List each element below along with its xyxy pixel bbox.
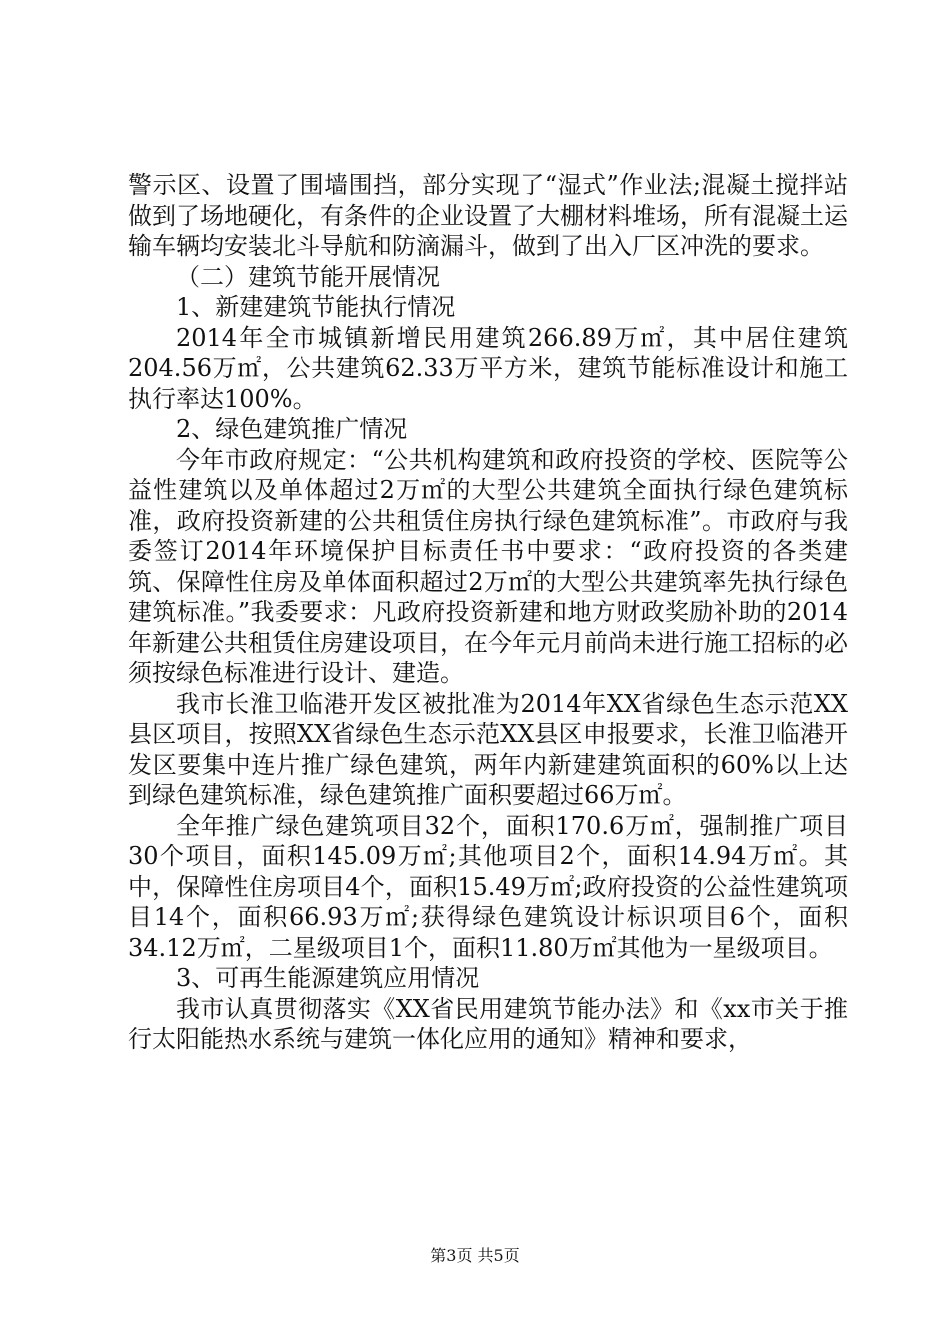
subheading-new-building: 1、新建建筑节能执行情况 — [176, 293, 456, 321]
subheading-renewable-energy: 3、可再生能源建筑应用情况 — [176, 964, 480, 992]
paragraph-renewable-energy: 我市认真贯彻落实《XX省民用建筑节能办法》和《xx市关于推行太阳能热水系统与建筑一体化应用的通知》精神和要求， — [128, 994, 848, 1053]
paragraph-dust-control: 警示区、设置了围墙围挡，部分实现了“湿式”作业法;混凝土搅拌站做到了场地硬化，有条件的企业设置了大棚材料堆场，所有混凝土运输车辆均安装北斗导航和防滴漏斗，做到了出入厂区冲洗的要求。 — [128, 171, 848, 260]
paragraph-new-building-stats: 2014年全市城镇新增民用建筑266.89万㎡，其中居住建筑204.56万㎡，公共建筑62.33万平方米，建筑节能标准设计和施工执行率达100%。 — [128, 323, 848, 413]
page-footer: 第3页 共5页 — [430, 1246, 520, 1265]
document-body — [128, 170, 848, 1055]
paragraph-pilot-zone: 我市长淮卫临港开发区被批准为2014年XX省绿色生态示范XX县区项目，按照XX省绿色生态示范XX县区申报要求，长淮卫临港开发区要集中连片推广绿色建筑，两年内新建建筑面积的60%以上达到绿色建筑标准，绿色建筑推广面积要超过66万㎡。 — [128, 689, 848, 809]
section-heading-energy-saving: （二）建筑节能开展情况 — [176, 262, 440, 291]
paragraph-green-building-stats: 全年推广绿色建筑项目32个，面积170.6万㎡，强制推广项目30个项目，面积145.09万㎡;其他项目2个，面积14.94万㎡。其中，保障性住房项目4个，面积15.49万㎡;政府投资的公益性建筑项目14个，面积66.93万㎡;获得绿色建筑设计标识项目6个，面积34.12万㎡，二星级项目1个，面积11.80万㎡其他为一星级项目。 — [128, 811, 848, 962]
subheading-green-building: 2、绿色建筑推广情况 — [176, 415, 408, 443]
paragraph-green-building-policy: 今年市政府规定：“公共机构建筑和政府投资的学校、医院等公益性建筑以及单体超过2万㎡的大型公共建筑全面执行绿色建筑标准，政府投资新建的公共租赁住房执行绿色建筑标准”。市政府与我委签订2014年环境保护目标责任书中要求：“政府投资的各类建筑、保障性住房及单体面积超过2万㎡的大型公共建筑率先执行绿色建筑标准。”我委要求：凡政府投资新建和地方财政奖励补助的2014年新建公共租赁住房建设项目，在今年元月前尚未进行施工招标的必须按绿色标准进行设计、建造。 — [128, 445, 848, 687]
